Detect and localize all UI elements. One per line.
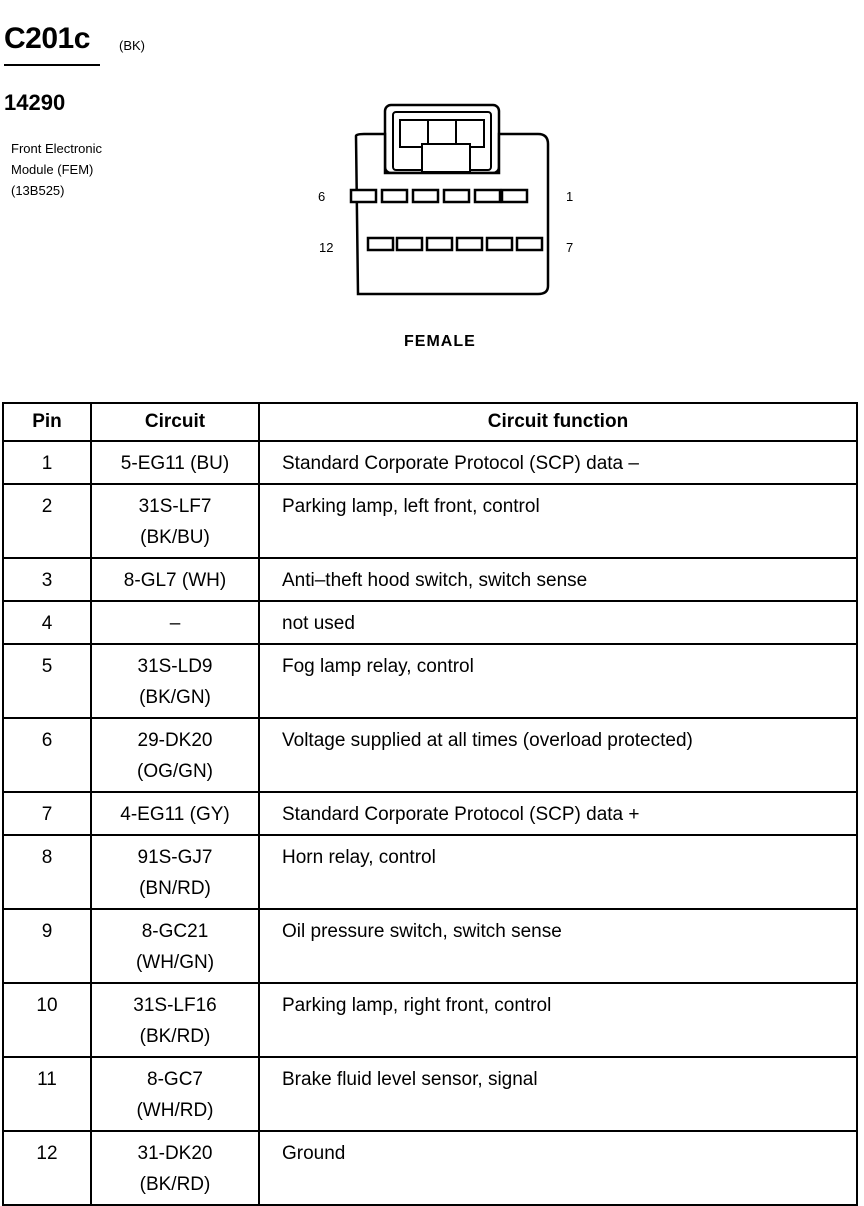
table-row: [3, 1131, 857, 1205]
function-cell: Parking lamp, right front, control: [259, 983, 857, 1057]
pin-label-bottom-right: 7: [566, 240, 574, 255]
table-header-row: [3, 403, 857, 441]
module-line: Front Electronic: [11, 141, 103, 156]
col-header-pin: Pin: [3, 403, 91, 441]
function-cell: Voltage supplied at all times (overload protected): [259, 718, 857, 792]
circuit-line: (BK/BU): [140, 527, 210, 548]
circuit-cell: [91, 983, 259, 1057]
function-cell: Brake fluid level sensor, signal: [259, 1057, 857, 1131]
circuit-cell: [91, 718, 259, 792]
circuit-cell: [91, 792, 259, 835]
pin-cell: 7: [3, 792, 91, 835]
table-row: [3, 1057, 857, 1131]
title-underline: [4, 64, 100, 66]
circuit-line: 91S-GJ7: [137, 847, 213, 868]
table-row: [3, 644, 857, 718]
circuit-cell: [91, 835, 259, 909]
pin-label-bottom-left: 12: [319, 240, 334, 255]
part-number: 14290: [4, 90, 66, 115]
circuit-line: 31S-LF16: [133, 995, 217, 1016]
circuit-line: 29-DK20: [137, 730, 213, 751]
pin-cell: 5: [3, 644, 91, 718]
table-row: [3, 909, 857, 983]
pin-cell: 10: [3, 983, 91, 1057]
col-header-circuit: Circuit: [91, 403, 259, 441]
pin-label-top-left: 6: [318, 189, 326, 204]
circuit-cell: [91, 601, 259, 644]
circuit-line: 31S-LF7: [138, 496, 212, 517]
pin-cell: 8: [3, 835, 91, 909]
circuit-line: 31S-LD9: [137, 656, 213, 677]
circuit-cell: [91, 644, 259, 718]
terminal-cavity: [427, 238, 452, 250]
function-cell: Parking lamp, left front, control: [259, 484, 857, 558]
table-row: [3, 792, 857, 835]
table-row: [3, 558, 857, 601]
terminal-cavity: [382, 190, 407, 202]
function-cell: Ground: [259, 1131, 857, 1205]
circuit-line: 8-GC21: [141, 921, 209, 942]
circuit-cell: [91, 558, 259, 601]
circuit-line: (WH/GN): [135, 952, 215, 973]
col-header-function: Circuit function: [259, 403, 857, 441]
terminal-cavity: [397, 238, 422, 250]
function-cell: Standard Corporate Protocol (SCP) data –: [259, 441, 857, 484]
terminal-cavity: [444, 190, 469, 202]
circuit-line: 31-DK20: [137, 1143, 213, 1164]
pin-cell: 4: [3, 601, 91, 644]
circuit-cell: [91, 441, 259, 484]
terminal-cavity: [351, 190, 376, 202]
table-row: [3, 484, 857, 558]
connector-color-code: (BK): [119, 38, 145, 53]
table-row: [3, 718, 857, 792]
connector-id: C201c: [4, 22, 90, 55]
circuit-line: (OG/GN): [137, 761, 213, 782]
table-row: [3, 441, 857, 484]
circuit-line: (WH/RD): [136, 1100, 214, 1121]
terminal-cavity: [502, 190, 527, 202]
circuit-cell: [91, 1131, 259, 1205]
circuit-line: (BK/GN): [139, 687, 211, 708]
terminal-cavity: [517, 238, 542, 250]
function-cell: Oil pressure switch, switch sense: [259, 909, 857, 983]
circuit-line: 5-EG11 (BU): [120, 453, 230, 474]
pin-cell: 1: [3, 441, 91, 484]
function-cell: Anti–theft hood switch, switch sense: [259, 558, 857, 601]
table-row: [3, 835, 857, 909]
pin-table: [2, 402, 858, 1206]
connector-face-diagram: [330, 100, 570, 300]
module-description: [11, 138, 102, 201]
pin-cell: 3: [3, 558, 91, 601]
function-cell: not used: [259, 601, 857, 644]
terminal-cavity: [475, 190, 500, 202]
circuit-cell: [91, 909, 259, 983]
circuit-line: 8-GC7: [147, 1069, 203, 1090]
circuit-line: (BK/RD): [139, 1026, 211, 1047]
circuit-cell: [91, 484, 259, 558]
connector-gender-label: FEMALE: [404, 333, 476, 350]
module-line: Module (FEM): [11, 162, 94, 177]
pin-cell: 6: [3, 718, 91, 792]
latch-post: [422, 144, 470, 172]
function-cell: Fog lamp relay, control: [259, 644, 857, 718]
circuit-line: (BN/RD): [139, 878, 211, 899]
terminal-cavity: [413, 190, 438, 202]
pin-cell: 11: [3, 1057, 91, 1131]
terminal-cavity: [457, 238, 482, 250]
terminal-cavity: [487, 238, 512, 250]
circuit-line: 4-EG11 (GY): [120, 804, 230, 825]
table-row: [3, 601, 857, 644]
pin-cell: 2: [3, 484, 91, 558]
pin-cell: 12: [3, 1131, 91, 1205]
function-cell: Horn relay, control: [259, 835, 857, 909]
circuit-line: (BK/RD): [139, 1174, 211, 1195]
circuit-cell: [91, 1057, 259, 1131]
circuit-line: –: [169, 613, 181, 634]
function-cell: Standard Corporate Protocol (SCP) data +: [259, 792, 857, 835]
table-row: [3, 983, 857, 1057]
module-line: (13B525): [11, 183, 65, 198]
terminal-cavity: [368, 238, 393, 250]
pin-cell: 9: [3, 909, 91, 983]
circuit-line: 8-GL7 (WH): [123, 570, 227, 591]
latch-frame: [400, 120, 484, 147]
pin-label-top-right: 1: [566, 189, 574, 204]
